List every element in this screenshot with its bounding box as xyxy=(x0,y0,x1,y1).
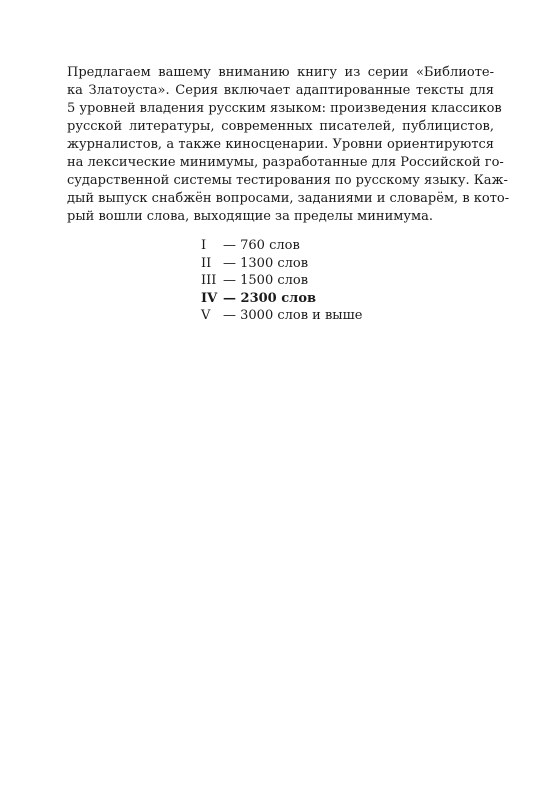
level-row xyxy=(201,255,362,273)
intro-line: дый выпуск снабжён вопросами, заданиями и словарём, в кото- xyxy=(67,191,510,206)
level-roman: III xyxy=(201,273,217,288)
intro-line: русской литературы, современных писателей, публицистов, xyxy=(67,119,494,134)
level-words: — 1500 слов xyxy=(223,273,309,288)
level-words: — 2300 слов xyxy=(223,290,317,306)
level-roman: II xyxy=(201,255,212,271)
intro-line: журналистов, а также киносценарии. Уровни ориентируются xyxy=(67,137,494,152)
intro-line: ка Златоуста». Серия включает адаптированные тексты для xyxy=(67,83,494,98)
level-words: — 760 слов xyxy=(223,238,300,253)
intro-line: на лексические минимумы, разработанные для Российской го- xyxy=(67,155,504,170)
level-row-highlighted xyxy=(201,290,362,308)
intro-line: Предлагаем вашему вниманию книгу из серии «Библиоте- xyxy=(67,65,494,80)
level-roman: I xyxy=(201,238,207,253)
level-list xyxy=(201,237,362,325)
level-roman: V xyxy=(201,308,211,323)
intro-line: 5 уровней владения русским языком: произведения классиков xyxy=(67,101,502,116)
level-row xyxy=(201,237,362,255)
level-row xyxy=(201,272,362,290)
level-row xyxy=(201,307,362,325)
intro-line: рый вошли слова, выходящие за пределы минимума. xyxy=(67,209,434,224)
level-words: — 3000 слов и выше xyxy=(223,308,363,323)
intro-line: сударственной системы тестирования по русскому языку. Каж- xyxy=(67,173,508,188)
intro-paragraph xyxy=(67,64,510,226)
level-roman: IV xyxy=(201,290,218,306)
level-words: — 1300 слов xyxy=(223,255,309,271)
